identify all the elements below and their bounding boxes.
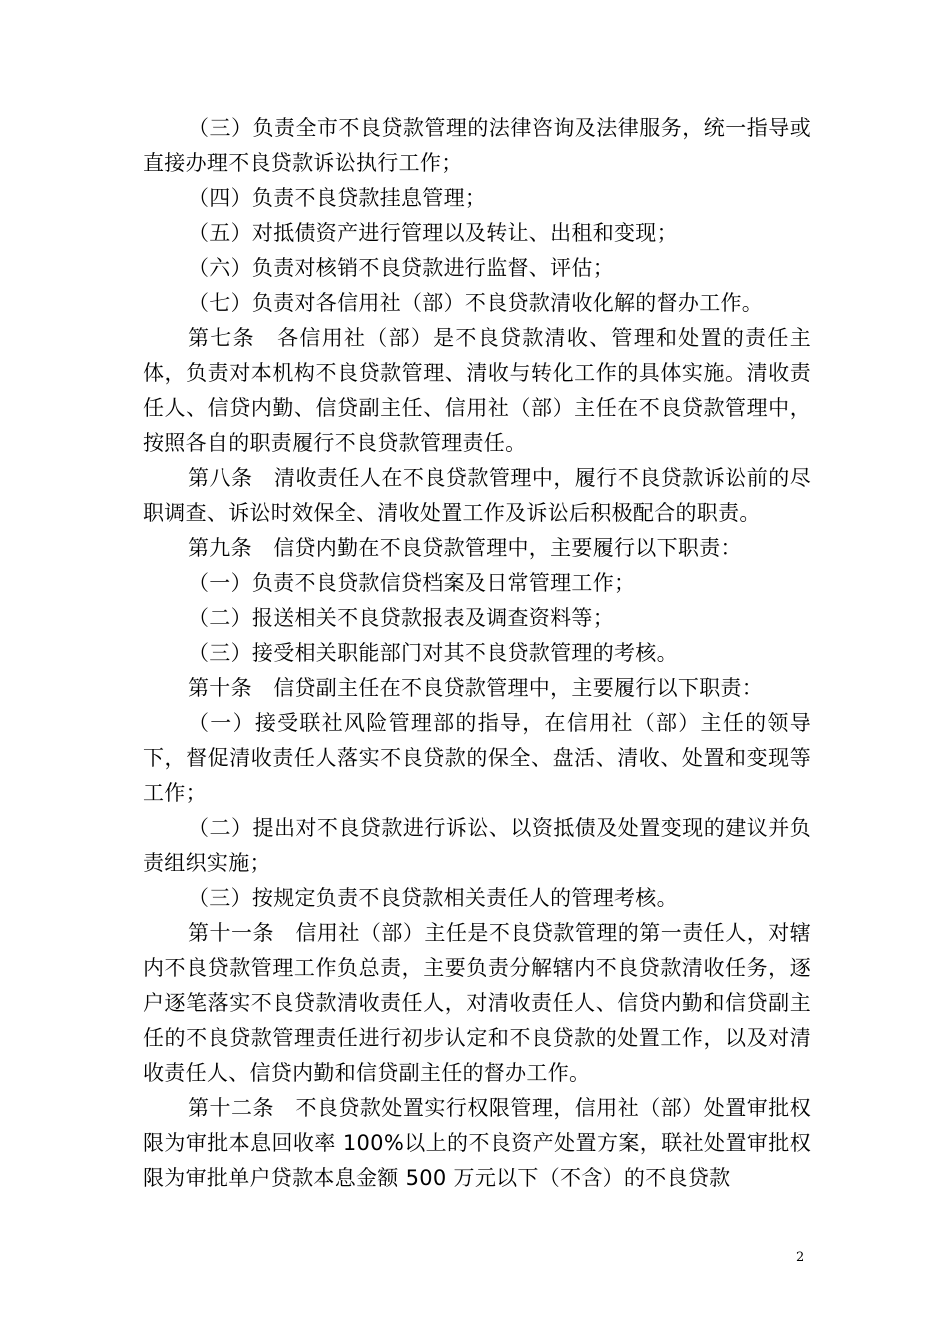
article-9-item-1: （一）负责不良贷款信贷档案及日常管理工作； bbox=[188, 571, 636, 595]
article-10: 第十条 信贷副主任在不良贷款管理中，主要履行以下职责： bbox=[188, 676, 764, 700]
article-8: 第八条 清收责任人在不良贷款管理中，履行不良贷款诉讼前的尽职调查、诉讼时效保全、清收处置工作及诉讼后积极配合的职责。 bbox=[143, 466, 811, 525]
paragraph-item-6: （六）负责对核销不良贷款进行监督、评估； bbox=[188, 256, 614, 280]
paragraph-item-4: （四）负责不良贷款挂息管理； bbox=[188, 186, 487, 210]
document-body bbox=[143, 111, 811, 1196]
paragraph-item-7: （七）负责对各信用社（部）不良贷款清收化解的督办工作。 bbox=[188, 291, 764, 315]
article-7: 第七条 各信用社（部）是不良贷款清收、管理和处置的责任主体，负责对本机构不良贷款管理、清收与转化工作的具体实施。清收责任人、信贷内勤、信贷副主任、信用社（部）主任在不良贷款管理中，按照各自的职责履行不良贷款管理责任。 bbox=[143, 326, 811, 455]
article-10-item-2: （二）提出对不良贷款进行诉讼、以资抵债及处置变现的建议并负责组织实施； bbox=[143, 816, 811, 875]
article-9: 第九条 信贷内勤在不良贷款管理中，主要履行以下职责： bbox=[188, 536, 742, 560]
article-10-item-3: （三）按规定负责不良贷款相关责任人的管理考核。 bbox=[188, 886, 678, 910]
article-10-item-1: （一）接受联社风险管理部的指导，在信用社（部）主任的领导下，督促清收责任人落实不良贷款的保全、盘活、清收、处置和变现等工作； bbox=[143, 711, 811, 805]
paragraph-item-5: （五）对抵债资产进行管理以及转让、出租和变现； bbox=[188, 221, 678, 245]
article-12: 第十二条 不良贷款处置实行权限管理，信用社（部）处置审批权限为审批本息回收率 100%以上的不良资产处置方案，联社处置审批权限为审批单户贷款本息金额 500 万元以下（不含）的不良贷款 bbox=[143, 1096, 811, 1190]
article-9-item-2: （二）报送相关不良贷款报表及调查资料等； bbox=[188, 606, 614, 630]
paragraph-item-3: （三）负责全市不良贷款管理的法律咨询及法律服务，统一指导或直接办理不良贷款诉讼执行工作； bbox=[143, 116, 811, 175]
page-number: 2 bbox=[796, 1250, 805, 1265]
article-11: 第十一条 信用社（部）主任是不良贷款管理的第一责任人，对辖内不良贷款管理工作负总责，主要负责分解辖内不良贷款清收任务，逐户逐笔落实不良贷款清收责任人，对清收责任人、信贷内勤和信贷副主任的不良贷款管理责任进行初步认定和不良贷款的处置工作，以及对清收责任人、信贷内勤和信贷副主任的督办工作。 bbox=[143, 921, 811, 1085]
article-9-item-3: （三）接受相关职能部门对其不良贷款管理的考核。 bbox=[188, 641, 678, 665]
